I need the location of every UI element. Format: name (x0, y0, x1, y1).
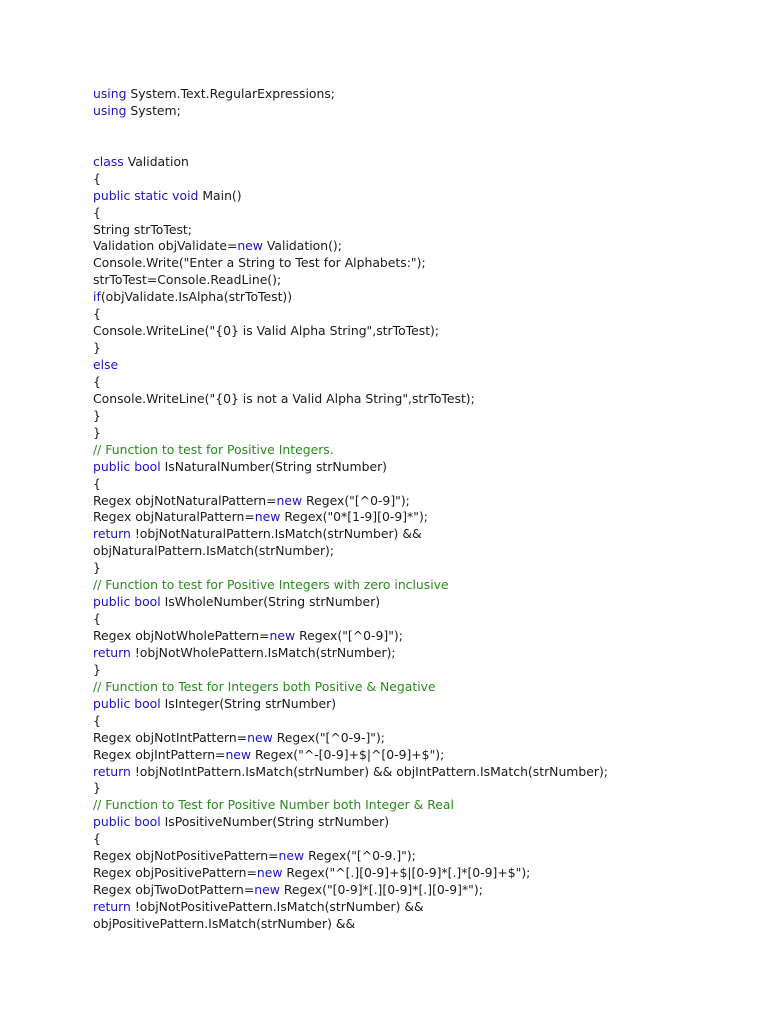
code-text: } (93, 780, 101, 796)
code-text: Regex objNotWholePattern= (93, 628, 270, 643)
code-comment: // Function to test for Positive Integers with zero inclusive (93, 577, 449, 593)
code-text: } (93, 661, 101, 677)
code-text: System.Text.RegularExpressions; (126, 86, 335, 101)
code-line (93, 679, 753, 696)
code-text: Regex("[^0-9.]"); (304, 848, 416, 864)
code-line (93, 780, 753, 797)
code-line (93, 882, 753, 899)
code-keyword: public bool (93, 458, 161, 474)
code-line (93, 645, 753, 662)
code-text: IsNaturalNumber(String strNumber) (160, 458, 387, 474)
code-comment: // Function to Test for Integers both Positive & Negative (93, 678, 436, 694)
code-text: System; (126, 102, 181, 118)
code-text: } (93, 407, 101, 423)
code-line (93, 323, 753, 340)
code-text: Validation (123, 153, 189, 169)
code-line (93, 865, 753, 882)
code-line (93, 764, 753, 781)
code-text: { (93, 712, 101, 728)
code-line (93, 543, 753, 560)
code-text: Regex objNotIntPattern= (93, 729, 248, 745)
code-text: Regex objNotPositivePattern= (93, 848, 279, 864)
code-line (93, 459, 753, 476)
code-text: Regex("^[.][0-9]+$|[0-9]*[.]*[0-9]+$"); (282, 865, 531, 881)
code-text: Regex("[^0-9]"); (302, 492, 410, 508)
code-line (93, 289, 753, 306)
code-line (93, 831, 753, 848)
code-text: Console.WriteLine("{0} is not a Valid Alpha String",strToTest); (93, 390, 475, 406)
code-line (93, 408, 753, 425)
code-keyword: class (93, 153, 124, 169)
code-keyword: new (276, 492, 303, 508)
code-text: String strToTest; (93, 221, 192, 237)
code-line (93, 916, 753, 933)
code-text: Regex objNaturalPattern= (93, 509, 255, 525)
code-line (93, 357, 753, 374)
code-line (93, 171, 753, 188)
code-comment: // Function to Test for Positive Number both Integer & Real (93, 797, 454, 813)
code-keyword: new (254, 882, 280, 898)
code-text: objPositivePattern.IsMatch(strNumber) && (93, 915, 356, 931)
code-keyword: using (93, 86, 127, 101)
code-line (93, 425, 753, 442)
code-keyword: return (93, 526, 131, 542)
code-line (93, 120, 753, 137)
code-comment: // Function to test for Positive Integers. (93, 441, 334, 457)
code-text: Regex("0*[1-9][0-9]*"); (280, 509, 428, 525)
code-keyword: public bool (93, 695, 161, 711)
code-keyword: if (93, 289, 101, 305)
code-text: Console.Write("Enter a String to Test for Alphabets:"); (93, 255, 426, 271)
code-text: IsInteger(String strNumber) (160, 695, 337, 711)
code-line (93, 611, 753, 628)
code-text: { (93, 831, 101, 847)
code-line (93, 154, 753, 171)
code-line (93, 272, 753, 289)
code-line (93, 747, 753, 764)
code-text: !objNotNaturalPattern.IsMatch(strNumber) && (130, 526, 422, 542)
code-listing (93, 86, 753, 933)
code-keyword: new (254, 509, 281, 525)
code-line (93, 713, 753, 730)
code-line (93, 255, 753, 272)
code-keyword: else (93, 357, 119, 372)
code-line (93, 137, 753, 154)
code-text: objNaturalPattern.IsMatch(strNumber); (93, 543, 335, 559)
code-text: Regex("[^0-9]"); (295, 628, 403, 643)
code-text: (objValidate.IsAlpha(strToTest)) (100, 289, 293, 305)
code-line (93, 188, 753, 205)
code-text: } (93, 560, 101, 576)
code-text: !objNotIntPattern.IsMatch(strNumber) && objIntPattern.IsMatch(strNumber); (130, 763, 608, 779)
code-line (93, 628, 753, 645)
code-line (93, 391, 753, 408)
code-line (93, 476, 753, 493)
code-text: Regex objPositivePattern= (93, 865, 257, 881)
code-text: Validation objValidate= (93, 238, 238, 254)
code-line (93, 86, 753, 103)
code-text: } (93, 424, 101, 440)
code-keyword: new (278, 848, 305, 864)
code-text: { (93, 204, 101, 220)
code-line (93, 509, 753, 526)
code-line (93, 306, 753, 323)
code-text: Regex objTwoDotPattern= (93, 882, 255, 898)
code-text: Validation(); (262, 238, 342, 254)
code-keyword: new (225, 746, 252, 762)
code-text: IsWholeNumber(String strNumber) (160, 594, 381, 610)
code-keyword: new (237, 238, 263, 254)
code-line (93, 442, 753, 459)
code-text: { (93, 306, 101, 322)
code-text: { (93, 475, 101, 491)
code-line (93, 238, 753, 255)
code-text: Regex("^-[0-9]+$|^[0-9]+$"); (251, 746, 445, 762)
code-text: strToTest=Console.ReadLine(); (93, 272, 282, 288)
code-keyword: new (256, 865, 283, 881)
code-line (93, 205, 753, 222)
code-text: Regex objIntPattern= (93, 746, 226, 762)
code-line (93, 493, 753, 510)
code-line (93, 103, 753, 120)
code-line (93, 594, 753, 611)
code-keyword: public bool (93, 814, 161, 830)
code-text: } (93, 340, 101, 356)
code-keyword: new (247, 729, 273, 745)
code-text: !objNotPositivePattern.IsMatch(strNumber) && (130, 899, 424, 914)
code-line (93, 577, 753, 594)
code-keyword: public bool (93, 594, 161, 610)
code-keyword: return (93, 763, 131, 779)
code-text: { (93, 611, 101, 627)
code-line (93, 814, 753, 831)
code-line (93, 662, 753, 679)
code-text: IsPositiveNumber(String strNumber) (160, 814, 390, 830)
code-line (93, 797, 753, 814)
code-text: Regex objNotNaturalPattern= (93, 492, 277, 508)
code-text: Main() (198, 187, 242, 203)
code-line (93, 696, 753, 713)
code-text: Regex("[0-9]*[.][0-9]*[.][0-9]*"); (279, 882, 483, 898)
code-keyword: public static void (93, 187, 199, 203)
code-line (93, 899, 753, 916)
code-text: { (93, 373, 101, 389)
code-keyword: return (93, 899, 131, 914)
code-keyword: return (93, 644, 131, 660)
code-line (93, 374, 753, 391)
code-text: { (93, 170, 101, 186)
code-line (93, 730, 753, 747)
code-text: Console.WriteLine("{0} is Valid Alpha String",strToTest); (93, 323, 440, 339)
code-line (93, 340, 753, 357)
code-keyword: new (269, 628, 296, 643)
code-text: !objNotWholePattern.IsMatch(strNumber); (130, 644, 396, 660)
code-line (93, 848, 753, 865)
code-keyword: using (93, 102, 127, 118)
code-line (93, 560, 753, 577)
code-line (93, 222, 753, 239)
code-text: Regex("[^0-9-]"); (272, 729, 385, 745)
code-line (93, 526, 753, 543)
